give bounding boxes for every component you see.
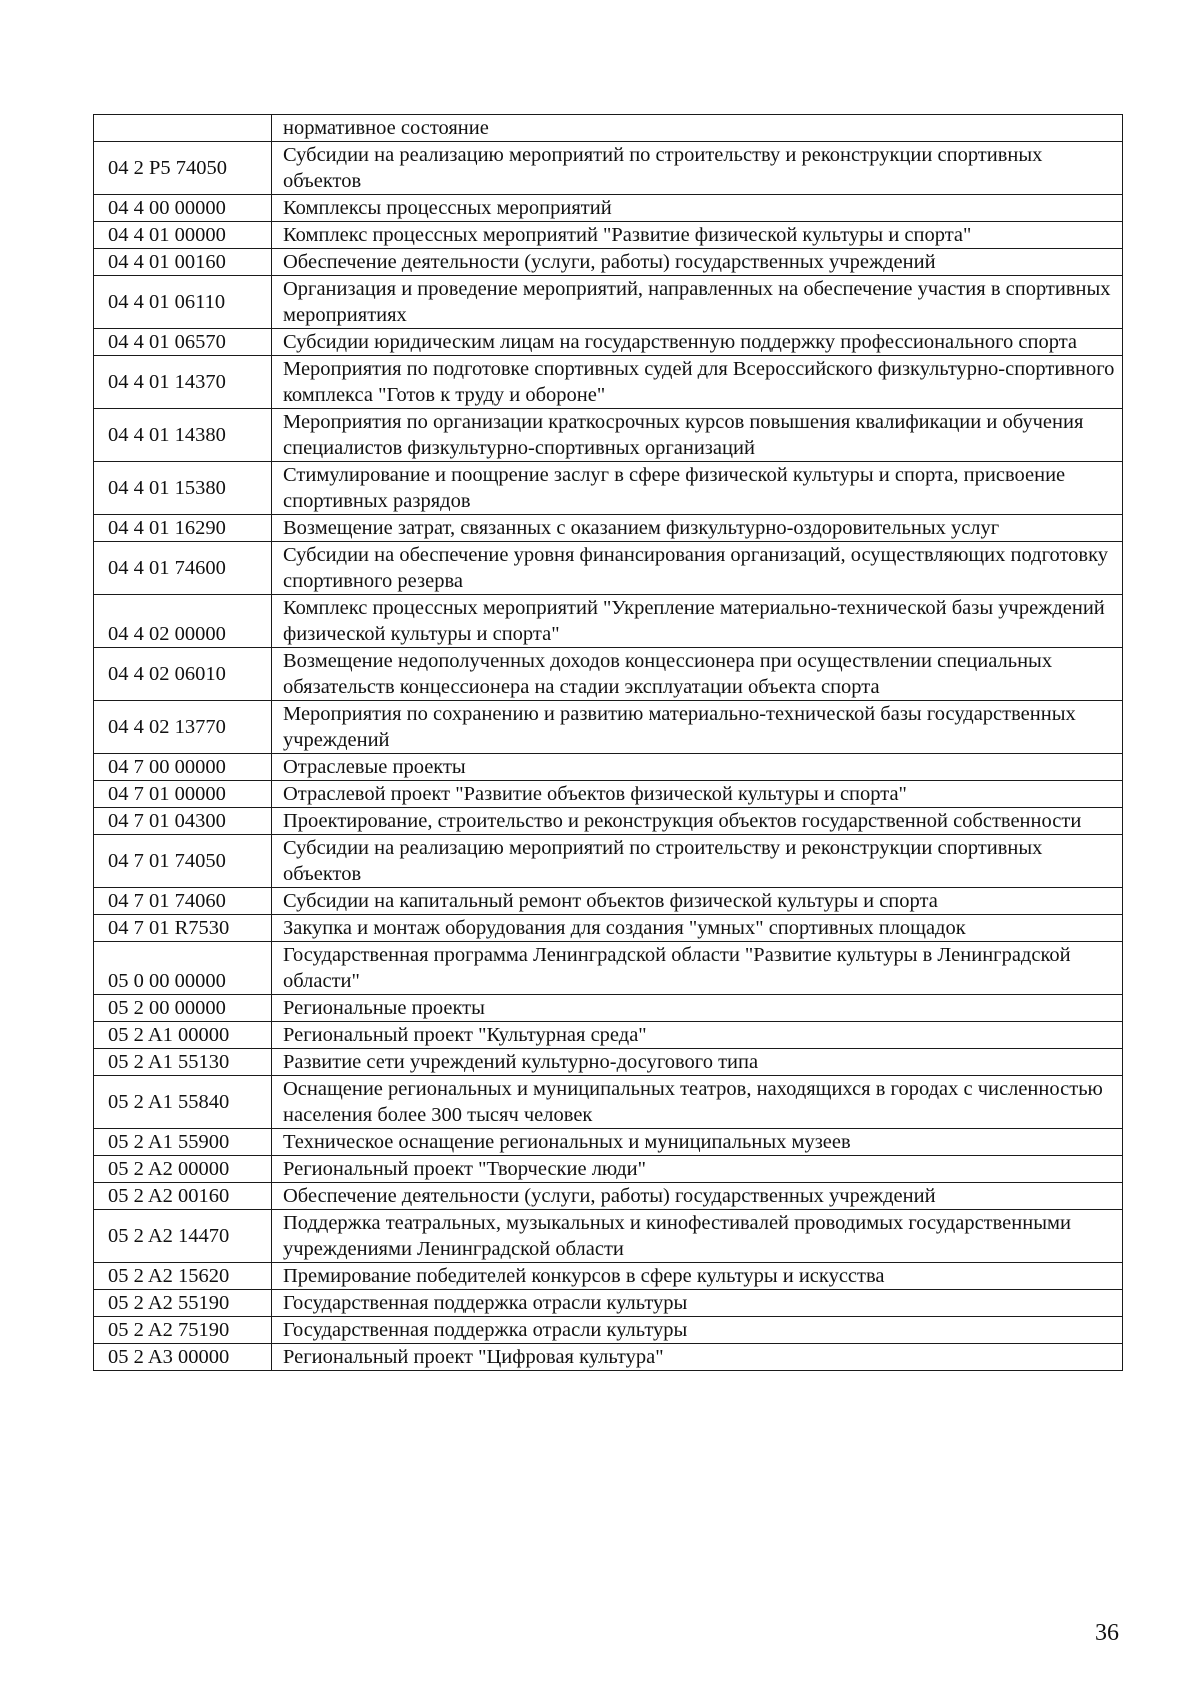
budget-code-cell: 05 2 A1 55900 (94, 1129, 272, 1156)
table-row (94, 595, 1123, 648)
description-cell: Государственная поддержка отрасли культуры (272, 1290, 1123, 1317)
budget-code-cell: 04 4 01 16290 (94, 515, 272, 542)
budget-code-cell: 04 2 P5 74050 (94, 142, 272, 195)
description-cell: Региональный проект "Цифровая культура" (272, 1344, 1123, 1371)
description-cell: Возмещение недополученных доходов концессионера при осуществлении специальных обязательств концессионера на стадии эксплуатации объекта спорта (272, 648, 1123, 701)
description-cell: Субсидии юридическим лицам на государственную поддержку профессионального спорта (272, 329, 1123, 356)
description-cell: Отраслевой проект "Развитие объектов физической культуры и спорта" (272, 781, 1123, 808)
description-cell: Комплекс процессных мероприятий "Укрепление материально-технической базы учреждений физической культуры и спорта" (272, 595, 1123, 648)
description-cell: Региональный проект "Культурная среда" (272, 1022, 1123, 1049)
page-number: 36 (1095, 1620, 1119, 1646)
table-row (94, 1156, 1123, 1183)
budget-code-cell: 05 2 A3 00000 (94, 1344, 272, 1371)
table-row (94, 1210, 1123, 1263)
table-row (94, 1317, 1123, 1344)
table-row (94, 409, 1123, 462)
table-row (94, 222, 1123, 249)
description-cell: Государственная поддержка отрасли культуры (272, 1317, 1123, 1344)
table-row (94, 808, 1123, 835)
description-cell: нормативное состояние (272, 115, 1123, 142)
budget-code-cell: 04 4 02 13770 (94, 701, 272, 754)
budget-code-cell: 04 4 02 00000 (94, 595, 272, 648)
description-cell: Обеспечение деятельности (услуги, работы) государственных учреждений (272, 249, 1123, 276)
budget-code-cell: 05 2 A2 14470 (94, 1210, 272, 1263)
table-row (94, 1129, 1123, 1156)
description-cell: Техническое оснащение региональных и муниципальных музеев (272, 1129, 1123, 1156)
table-row (94, 329, 1123, 356)
budget-code-cell: 04 4 01 15380 (94, 462, 272, 515)
table-row (94, 888, 1123, 915)
budget-code-cell: 04 4 01 00160 (94, 249, 272, 276)
description-cell: Мероприятия по сохранению и развитию материально-технической базы государственных учреждений (272, 701, 1123, 754)
description-cell: Отраслевые проекты (272, 754, 1123, 781)
table-row (94, 1022, 1123, 1049)
budget-code-cell: 04 4 02 06010 (94, 648, 272, 701)
description-cell: Субсидии на обеспечение уровня финансирования организаций, осуществляющих подготовку спортивного резерва (272, 542, 1123, 595)
budget-code-cell: 04 7 01 04300 (94, 808, 272, 835)
table-row (94, 915, 1123, 942)
budget-code-cell (94, 115, 272, 142)
table-row (94, 1183, 1123, 1210)
description-cell: Обеспечение деятельности (услуги, работы) государственных учреждений (272, 1183, 1123, 1210)
description-cell: Мероприятия по организации краткосрочных курсов повышения квалификации и обучения специалистов физкультурно-спортивных организаций (272, 409, 1123, 462)
description-cell: Мероприятия по подготовке спортивных судей для Всероссийского физкультурно-спортивного комплекса "Готов к труду и обороне" (272, 356, 1123, 409)
table-row (94, 356, 1123, 409)
table-row (94, 1344, 1123, 1371)
description-cell: Поддержка театральных, музыкальных и кинофестивалей проводимых государственными учреждениями Ленинградской области (272, 1210, 1123, 1263)
budget-code-cell: 05 2 A1 00000 (94, 1022, 272, 1049)
table-row (94, 995, 1123, 1022)
description-cell: Комплекс процессных мероприятий "Развитие физической культуры и спорта" (272, 222, 1123, 249)
table-row (94, 249, 1123, 276)
description-cell: Региональные проекты (272, 995, 1123, 1022)
budget-code-cell: 04 4 01 06570 (94, 329, 272, 356)
budget-code-cell: 05 0 00 00000 (94, 942, 272, 995)
table-row (94, 781, 1123, 808)
table-row (94, 1076, 1123, 1129)
budget-code-cell: 05 2 A2 55190 (94, 1290, 272, 1317)
budget-code-cell: 04 7 01 R7530 (94, 915, 272, 942)
description-cell: Государственная программа Ленинградской области "Развитие культуры в Ленинградской области" (272, 942, 1123, 995)
budget-code-cell: 05 2 A1 55130 (94, 1049, 272, 1076)
budget-code-cell: 04 7 00 00000 (94, 754, 272, 781)
budget-code-cell: 04 4 01 74600 (94, 542, 272, 595)
description-cell: Субсидии на капитальный ремонт объектов физической культуры и спорта (272, 888, 1123, 915)
description-cell: Региональный проект "Творческие люди" (272, 1156, 1123, 1183)
budget-code-cell: 05 2 A2 00000 (94, 1156, 272, 1183)
budget-code-cell: 04 7 01 74060 (94, 888, 272, 915)
description-cell: Проектирование, строительство и реконструкция объектов государственной собственности (272, 808, 1123, 835)
table-row (94, 142, 1123, 195)
classification-table (93, 114, 1123, 1371)
budget-code-cell: 05 2 A1 55840 (94, 1076, 272, 1129)
budget-code-cell: 04 4 00 00000 (94, 195, 272, 222)
budget-code-cell: 04 4 01 06110 (94, 276, 272, 329)
table-row (94, 648, 1123, 701)
description-cell: Субсидии на реализацию мероприятий по строительству и реконструкции спортивных объектов (272, 142, 1123, 195)
table-row (94, 942, 1123, 995)
budget-code-cell: 05 2 A2 00160 (94, 1183, 272, 1210)
description-cell: Возмещение затрат, связанных с оказанием физкультурно-оздоровительных услуг (272, 515, 1123, 542)
description-cell: Развитие сети учреждений культурно-досугового типа (272, 1049, 1123, 1076)
description-cell: Оснащение региональных и муниципальных театров, находящихся в городах с численностью населения более 300 тысяч человек (272, 1076, 1123, 1129)
table-row (94, 115, 1123, 142)
description-cell: Субсидии на реализацию мероприятий по строительству и реконструкции спортивных объектов (272, 835, 1123, 888)
budget-code-cell: 05 2 A2 75190 (94, 1317, 272, 1344)
table-row (94, 1263, 1123, 1290)
table-row (94, 276, 1123, 329)
description-cell: Премирование победителей конкурсов в сфере культуры и искусства (272, 1263, 1123, 1290)
description-cell: Закупка и монтаж оборудования для создания "умных" спортивных площадок (272, 915, 1123, 942)
table-row (94, 1049, 1123, 1076)
table-row (94, 835, 1123, 888)
budget-code-cell: 04 4 01 14380 (94, 409, 272, 462)
table-row (94, 195, 1123, 222)
table-row (94, 462, 1123, 515)
budget-code-cell: 05 2 00 00000 (94, 995, 272, 1022)
table-body (94, 115, 1123, 1371)
table-row (94, 754, 1123, 781)
description-cell: Комплексы процессных мероприятий (272, 195, 1123, 222)
budget-code-cell: 05 2 A2 15620 (94, 1263, 272, 1290)
budget-code-cell: 04 4 01 14370 (94, 356, 272, 409)
table-row (94, 542, 1123, 595)
budget-code-cell: 04 7 01 00000 (94, 781, 272, 808)
budget-code-cell: 04 4 01 00000 (94, 222, 272, 249)
table-row (94, 701, 1123, 754)
description-cell: Организация и проведение мероприятий, направленных на обеспечение участия в спортивных мероприятиях (272, 276, 1123, 329)
description-cell: Стимулирование и поощрение заслуг в сфере физической культуры и спорта, присвоение спортивных разрядов (272, 462, 1123, 515)
budget-code-cell: 04 7 01 74050 (94, 835, 272, 888)
table-row (94, 1290, 1123, 1317)
table-row (94, 515, 1123, 542)
